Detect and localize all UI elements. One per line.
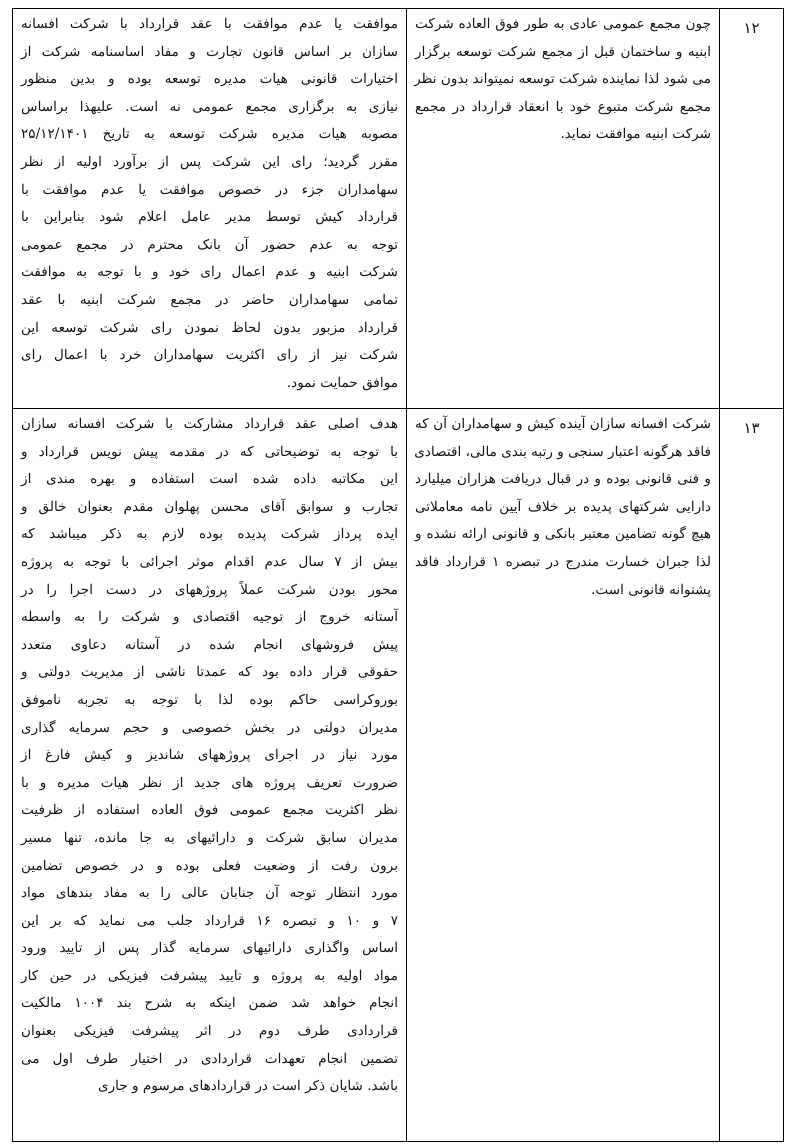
text-line: مصوبه هیات مدیره شرکت توسعه به تاریخ ۲۵/۱۲/۱۴۰۱ <box>21 126 398 143</box>
table-row <box>13 409 784 1142</box>
text-line: قرارداد مزبور بدون لحاظ نمودن رای شرکت توسعه این <box>21 319 398 336</box>
text-line: آستانه خروج از توجیه اقتصادی و شرکت را به واسطه <box>21 609 398 626</box>
response-cell <box>13 409 407 1142</box>
text-line: باشد. شایان ذکر است در قراردادهای مرسوم و جاری <box>97 1078 398 1095</box>
text-line: هدف اصلی عقد قرارداد مشارکت با شرکت افسانه سازان <box>21 416 398 432</box>
text-line: بوروکراسی حاکم بوده لذا با توجه به تجربه ناموفق <box>21 691 398 708</box>
text-line: مقرر گردید؛ رای این شرکت پس از برآورد اولیه از نظر <box>21 153 398 170</box>
text-line: تمامی سهامداران حاضر در مجمع شرکت ابنیه با عقد <box>21 291 398 308</box>
text-line: نظر اکثریت مجمع عمومی فوق العاده استفاده از ظرفیت <box>21 802 398 819</box>
text-line: مدیران سابق شرکت و دارائیهای به جا مانده، تنها مسیر <box>21 829 398 846</box>
row-number: ۱۲ <box>720 9 784 409</box>
document-page <box>12 8 784 1142</box>
text-line: مواد اولیه به پروژه و تایید پیشرفت فیزیکی در حین کار <box>21 967 398 984</box>
text-line: مدیران دولتی در بخش خصوصی و حجم سرمایه گذاری <box>21 719 398 736</box>
text-line: شرکت ابنیه و عدم اعمال رای خود و با توجه به موافقت <box>21 264 398 281</box>
text-line: مورد نیاز در اجرای پروژههای شاندیز و کیش فارغ از <box>21 747 398 764</box>
text-line: شرکت نیز از رای اکثریت سهامداران خرد با اعمال رای <box>21 347 398 364</box>
text-line: تجارب و سوابق آقای محسن پهلوان مقدم بعنوان خالق و <box>21 498 398 515</box>
text-line: نیازی به برگزاری مجمع عمومی نه است. علیهذا براساس <box>21 98 398 115</box>
text-line: برون رفت از وضعیت فعلی بوده و در خصوص تضامین <box>21 857 398 874</box>
text-line: پیش فروشهای انجام شده در آستانه دعاوی متعدد <box>21 636 398 653</box>
text-line: با توجه به توضیحاتی که در مقدمه پیش نویس قرارداد و <box>21 443 398 460</box>
response-cell <box>13 9 407 409</box>
text-line: شرکت افسانه سازان آینده کیش و سهامداران آن که <box>415 416 711 432</box>
text-line: قرارداد کیش توسط مدیر عامل اعلام شود بنابراین با <box>21 209 398 226</box>
text-line: حقوقی قرار داده بود که عمدتا ناشی از مدیریت دولتی و <box>21 664 398 681</box>
text-line: قراردادی طرف دوم در اثر پیشرفت فیزیکی بعنوان <box>21 1023 398 1040</box>
text-line: می شود لذا نماینده شرکت توسعه نمیتواند بدون نظر <box>414 71 711 88</box>
text-line: ۷ و ۱۰ و تبصره ۱۶ قرارداد جلب می نماید که بر این <box>21 912 398 929</box>
text-line: توجه به عدم حضور آن بانک محترم در مجمع عمومی <box>21 236 398 253</box>
text-line: مجمع شرکت متبوع خود با انعقاد قرارداد در مجمع <box>415 98 711 115</box>
row-number: ۱۳ <box>720 409 784 1142</box>
text-line: لذا جبران خسارت مندرج در تبصره ۱ قرارداد فاقد <box>415 553 711 570</box>
text-line: تضمین انجام تعهدات قراردادی در اختیار طرف اول می <box>21 1050 398 1067</box>
text-line: دارایی شرکتهای پدیده بر خلاف آیین نامه معاملاتی <box>415 498 711 515</box>
text-line: و فنی قانونی بوده و در قبال دریافت هزاران میلیارد <box>415 471 711 488</box>
text-line: فاقد هرگونه اعتبار سنجی و رتبه بندی مالی، اقتصادی <box>414 443 711 460</box>
text-line: ابنیه و ساختمان قبل از مجمع شرکت توسعه برگزار <box>415 43 711 60</box>
issue-cell <box>407 9 720 409</box>
text-line: ایده پرداز شرکت پدیده بوده لازم به ذکر میباشد که <box>21 526 398 543</box>
text-line: محور بودن شرکت عملاً پروژههای در دست اجرا را در <box>21 581 398 598</box>
response-table <box>12 8 784 1142</box>
text-line: پشتوانه قانونی است. <box>591 581 711 598</box>
text-line: اساس واگذاری دارائیهای سرمایه گذار پس از تایید ورود <box>21 940 398 957</box>
text-line: موافق حمایت نمود. <box>286 374 398 391</box>
text-line: سهامداران جزء در خصوص موافقت یا عدم موافقت با <box>21 181 398 198</box>
text-line: هیچ گونه تضامین معتبر بانکی و قانونی ارائه نشده و <box>415 526 711 543</box>
text-line: شرکت ابنیه موافقت نماید. <box>560 126 711 143</box>
text-line: موافقت یا عدم موافقت با عقد قرارداد با شرکت افسانه <box>21 16 398 32</box>
table-row <box>13 9 784 409</box>
text-line: این مکاتبه داده شده است استفاده و بهره مندی از <box>21 471 398 488</box>
text-line: ضرورت تعریف پروژه های جدید از نظر هیات مدیره و با <box>21 774 398 791</box>
text-line: بیش از ۷ سال عدم اقدام موثر اجرائی با توجه به پروژه <box>21 553 398 570</box>
text-line: چون مجمع عمومی عادی به طور فوق العاده شرکت <box>415 16 711 32</box>
text-line: مورد انتظار توجه آن جنابان عالی را به مفاد بندهای مواد <box>21 885 398 902</box>
text-line: سازان بر اساس قانون تجارت و مفاد اساسنامه شرکت از <box>21 43 398 60</box>
issue-cell <box>407 409 720 1142</box>
text-line: انجام خواهد شد ضمن اینکه به شرح بند ۱۰۰۴ مالکیت <box>21 995 398 1012</box>
text-line: اختیارات قانونی هیات مدیره توسعه بوده و بدین منظور <box>21 71 398 88</box>
